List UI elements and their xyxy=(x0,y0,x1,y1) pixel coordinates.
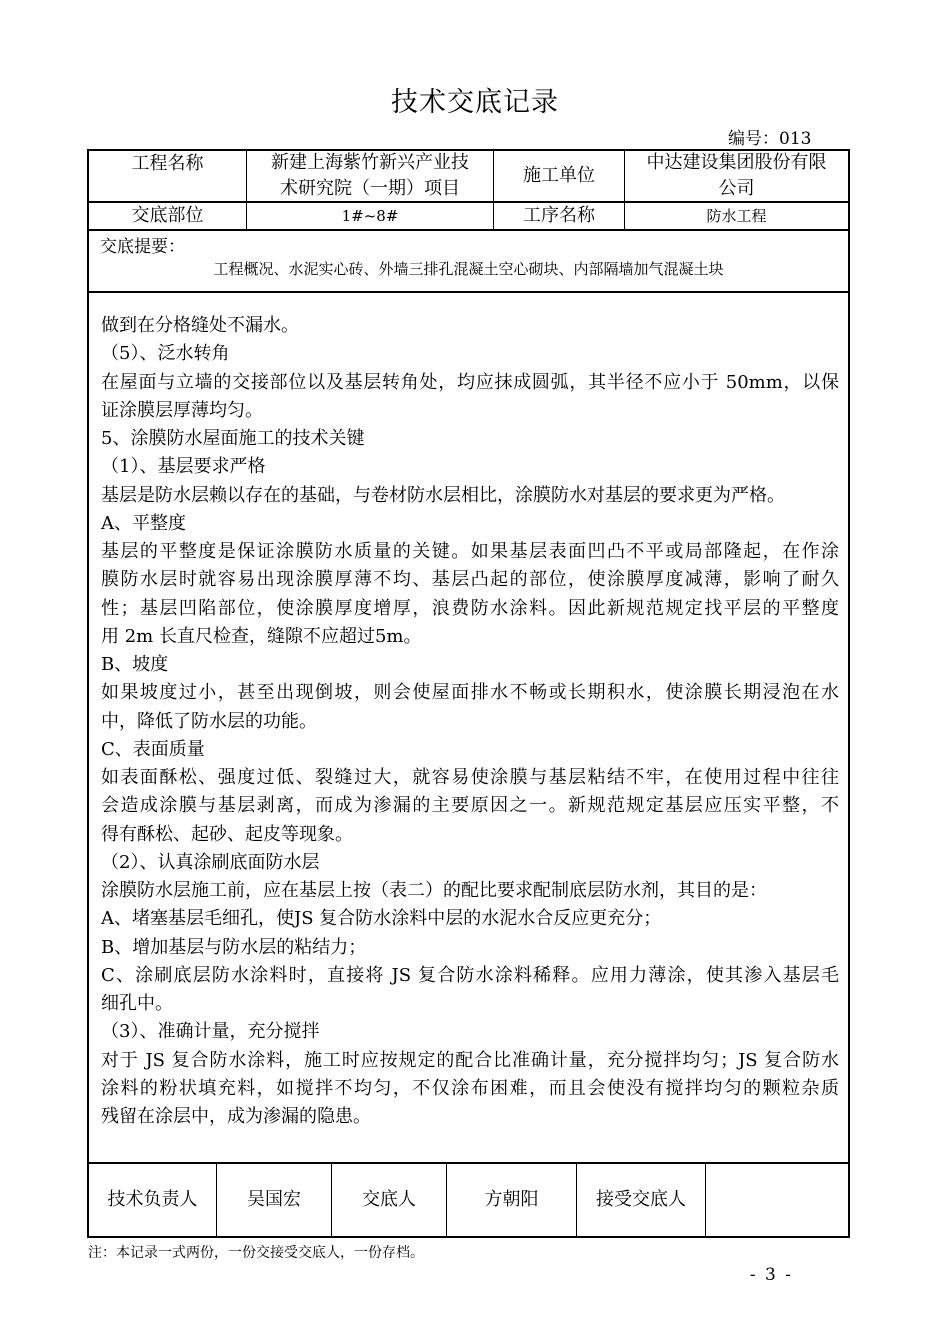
contractor-line1: 中达建设集团股份有限 xyxy=(646,152,827,173)
content-line: B、坡度 xyxy=(101,654,169,675)
tech-lead-label xyxy=(89,1164,216,1236)
content-line: 如果坡度过小，甚至出现倒坡，则会使屋面排水不畅或长期积水，使涂膜长期浸泡在水 xyxy=(101,682,839,704)
discloser-label-text: 交底人 xyxy=(362,1189,416,1210)
project-name-label-text: 工程名称 xyxy=(131,153,204,174)
page-number: - 3 - xyxy=(749,1265,793,1285)
content-line: 在屋面与立墙的交接部位以及基层转角处，均应抹成圆弧，其半径不应小于 50mm，以保 xyxy=(101,371,839,393)
row-divider xyxy=(87,229,850,231)
content-line: 中，降低了防水层的功能。 xyxy=(101,710,317,732)
receiver-name xyxy=(706,1164,848,1236)
row-divider xyxy=(87,291,850,293)
disclosure-content xyxy=(101,312,839,1131)
project-name-label xyxy=(89,151,246,201)
discloser-name xyxy=(447,1164,576,1236)
content-line: 证涂膜层厚薄均匀。 xyxy=(101,399,263,421)
location-label xyxy=(89,203,246,229)
project-name-value xyxy=(247,151,493,201)
project-name-line1: 新建上海紫竹新兴产业技 xyxy=(271,152,469,173)
process-label xyxy=(494,203,624,229)
tech-lead-label-text: 技术负责人 xyxy=(107,1189,198,1210)
content-line: 如表面酥松、强度过低、裂缝过大，就容易使涂膜与基层粘结不牢，在使用过程中往往 xyxy=(101,767,839,788)
content-line: 用 2m 长直尺检查，缝隙不应超过5m。 xyxy=(101,625,422,647)
receiver-label-text: 接受交底人 xyxy=(596,1189,686,1210)
discloser-label xyxy=(332,1164,446,1236)
contractor-label xyxy=(494,151,624,201)
contractor-value xyxy=(625,151,848,201)
content-line: （2）、认真涂刷底面防水层 xyxy=(101,851,320,873)
content-line: （1）、基层要求严格 xyxy=(101,456,266,478)
content-line: 细孔中。 xyxy=(101,993,173,1014)
content-line: 会造成涂膜与基层剥离，而成为渗漏的主要原因之一。新规范规定基层应压实平整，不 xyxy=(101,795,839,817)
location-label-text: 交底部位 xyxy=(131,205,204,226)
process-value-text: 防水工程 xyxy=(706,207,767,225)
tech-lead-name xyxy=(217,1164,331,1236)
project-name-line2: 术研究院（一期）项目 xyxy=(280,178,460,199)
content-line: A、堵塞基层毛细孔，使JS 复合防水涂料中层的水泥水合反应更充分； xyxy=(101,908,662,930)
content-line: 基层的平整度是保证涂膜防水质量的关键。如果基层表面凹凸不平或局部隆起，在作涂 xyxy=(101,541,839,562)
content-line: 涂膜防水层施工前，应在基层上按（表二）的配比要求配制底层防水剂，其目的是： xyxy=(101,880,767,901)
content-line: 做到在分格缝处不漏水。 xyxy=(101,315,299,336)
content-line: （5）、泛水转角 xyxy=(101,343,230,365)
process-value xyxy=(625,203,848,229)
summary-text: 工程概况、水泥实心砖、外墙三排孔混凝土空心砌块、内部隔墙加气混凝土块 xyxy=(213,260,724,278)
process-label-text: 工序名称 xyxy=(523,205,595,226)
summary-label: 交底提要： xyxy=(100,237,185,257)
content-line: C、表面质量 xyxy=(101,738,205,760)
record-number: 编号：013 xyxy=(728,129,812,149)
footnote: 注：本记录一式两份，一份交接受交底人，一份存档。 xyxy=(88,1245,424,1261)
discloser-name-text: 方朝阳 xyxy=(484,1189,539,1210)
location-value-text: 1#~8# xyxy=(341,207,399,225)
document-title: 技术交底记录 xyxy=(391,87,559,118)
contractor-line2: 公司 xyxy=(718,178,755,199)
content-line: A、平整度 xyxy=(101,512,186,534)
contractor-label-text: 施工单位 xyxy=(523,165,595,186)
content-line: 5、涂膜防水屋面施工的技术关键 xyxy=(101,428,365,449)
content-line: 得有酥松、起砂、起皮等现象。 xyxy=(101,823,353,845)
receiver-label xyxy=(577,1164,705,1236)
content-line: C、涂刷底层防水涂料时，直接将 JS 复合防水涂料稀释。应用力薄涂，使其渗入基层毛 xyxy=(101,964,839,986)
content-line: 残留在涂层中，成为渗漏的隐患。 xyxy=(101,1106,371,1127)
content-line: 性；基层凹陷部位，使涂膜厚度增厚，浪费防水涂料。因此新规范规定找平层的平整度 xyxy=(101,597,839,619)
location-value xyxy=(247,203,493,229)
tech-lead-name-text: 吴国宏 xyxy=(247,1189,301,1210)
content-line: 基层是防水层赖以存在的基础，与卷材防水层相比，涂膜防水对基层的要求更为严格。 xyxy=(101,484,785,506)
content-line: B、增加基层与防水层的粘结力； xyxy=(101,936,367,958)
content-line: （3）、准确计量，充分搅拌 xyxy=(101,1021,320,1043)
content-line: 涂料的粉状填充料，如搅拌不均匀，不仅涂布困难，而且会使没有搅拌均匀的颗粒杂质 xyxy=(101,1077,839,1099)
content-line: 膜防水层时就容易出现涂膜厚薄不均、基层凸起的部位，使涂膜厚度减薄，影响了耐久 xyxy=(101,569,839,591)
content-line: 对于 JS 复合防水涂料，施工时应按规定的配合比准确计量，充分搅拌均匀；JS 复合防水 xyxy=(101,1049,839,1071)
